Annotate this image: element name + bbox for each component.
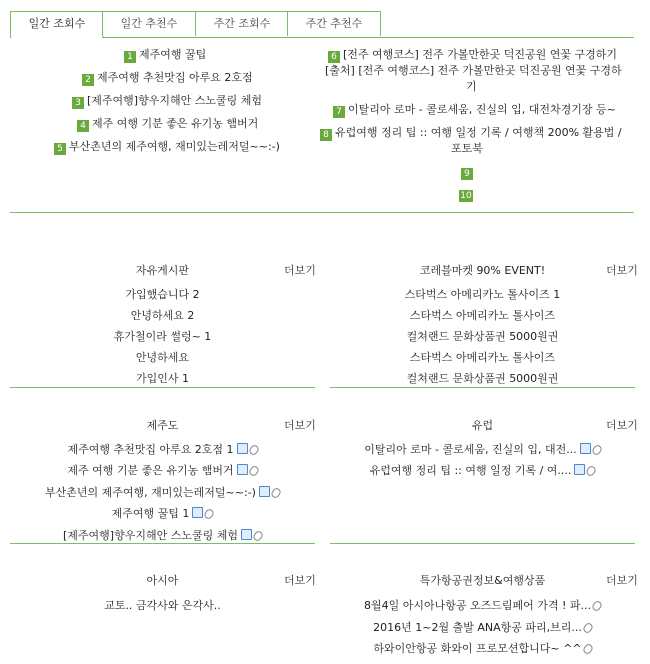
list-item-title: 2016년 1~2월 출발 ANA항공 파리,브리... <box>373 621 582 634</box>
list-item[interactable] <box>10 484 315 500</box>
list-item-title: 제주여행 추천맛집 아루요 2호점 1 <box>67 443 234 456</box>
list-item[interactable]: 컬쳐랜드 문화상품권 5000원권 <box>406 330 559 343</box>
rank-title: [제주여행]향우지해안 스노쿨링 체험 <box>87 94 262 107</box>
image-icon <box>237 443 248 454</box>
tab-underline <box>10 37 634 38</box>
attachment-icon <box>585 465 597 478</box>
list-item[interactable] <box>10 441 315 457</box>
attachment-icon <box>591 600 603 613</box>
rank-title: 제주여행 추천맛집 아루요 2호점 <box>97 71 253 84</box>
rank-number: 6 <box>328 51 340 63</box>
board-title-market[interactable]: 코레블마켓 90% EVENT! <box>419 264 546 277</box>
list-item[interactable] <box>330 462 635 478</box>
tab-weekly-recommend[interactable]: 주간 추천수 <box>287 11 381 36</box>
rank-title-continued: [출처] [전주 여행코스] 전주 가볼만한곳 덕진공원 연꽃 구경하 <box>325 64 622 77</box>
rank-item-8-wrap <box>451 141 483 156</box>
rank-item-10[interactable] <box>459 186 476 202</box>
more-link-jeju[interactable]: 더보기 <box>284 419 316 432</box>
rank-title-continued: 기 <box>466 80 477 93</box>
image-icon <box>241 529 252 540</box>
board-title-free[interactable]: 자유게시판 <box>135 264 190 277</box>
list-item[interactable]: 안녕하세요 <box>135 351 190 364</box>
rank-item-3[interactable] <box>72 93 262 109</box>
ranking-divider <box>10 212 634 213</box>
more-link-airfare[interactable]: 더보기 <box>606 574 638 587</box>
attachment-icon <box>591 444 603 457</box>
board-divider <box>330 387 635 388</box>
list-item[interactable]: 가입인사 1 <box>136 372 189 385</box>
list-item-title: 하와이안항공 화와이 프로모션합니다~ ^^ <box>373 642 582 655</box>
list-item-title: 이탈리아 로마 - 콜로세움, 진실의 입, 대전... <box>364 443 577 456</box>
board-title-airfare[interactable]: 특가항공권정보&여행상품 <box>419 574 546 587</box>
more-link-asia[interactable]: 더보기 <box>284 574 316 587</box>
list-item-title: 8월4일 아시아나항공 오즈드림페어 가격 ! 파... <box>363 599 592 612</box>
rank-title: 유럽여행 정리 팁 :: 여행 일정 기록 / 여행책 200% 활용법 / <box>335 126 622 139</box>
list-item-title: 제주 여행 기분 좋은 유기농 햄버거 <box>67 464 234 477</box>
rank-title: 이탈리아 로마 - 콜로세움, 진실의 입, 대전차경기장 등~ <box>348 103 616 116</box>
board-title-jeju[interactable]: 제주도 <box>146 419 179 432</box>
rank-number: 5 <box>54 143 66 155</box>
attachment-icon <box>247 465 259 478</box>
more-link-europe[interactable]: 더보기 <box>606 419 638 432</box>
list-item-title: 부산촌년의 제주여행, 재미있는레저덜~~:-) <box>45 486 256 499</box>
image-icon <box>237 464 248 475</box>
more-link-market[interactable]: 더보기 <box>606 264 638 277</box>
list-item[interactable] <box>10 505 315 521</box>
attachment-icon <box>252 530 264 543</box>
list-item[interactable]: 가입했습니다 2 <box>125 288 200 301</box>
rank-item-4[interactable] <box>77 116 258 132</box>
image-icon <box>259 486 270 497</box>
list-item[interactable] <box>330 597 635 613</box>
tab-weekly-views[interactable]: 주간 조회수 <box>195 11 289 36</box>
rank-number: 8 <box>320 129 332 141</box>
list-item[interactable] <box>330 441 635 457</box>
tab-daily-views[interactable]: 일간 조회수 <box>10 11 104 37</box>
list-item[interactable] <box>330 619 635 635</box>
rank-number: 1 <box>124 51 136 63</box>
rank-item-8[interactable] <box>320 125 622 141</box>
rank-number: 3 <box>72 97 84 109</box>
rank-item-7[interactable] <box>333 102 616 118</box>
attachment-icon <box>270 487 282 500</box>
attachment-icon <box>247 444 259 457</box>
list-item[interactable]: 컬쳐랜드 문화상품권 5000원권 <box>406 372 559 385</box>
rank-title: 부산촌년의 제주여행, 재미있는레저덜~~:-) <box>69 140 280 153</box>
attachment-icon <box>581 643 593 656</box>
rank-item-9[interactable] <box>461 164 476 180</box>
rank-item-6-wrap <box>466 79 477 94</box>
rank-item-1[interactable] <box>124 47 206 63</box>
list-item[interactable] <box>10 527 315 543</box>
board-title-asia[interactable]: 아시아 <box>146 574 179 587</box>
image-icon <box>580 443 591 454</box>
list-item[interactable]: 스타벅스 아메리카노 톨사이즈 1 <box>404 288 561 301</box>
list-item[interactable]: 휴가철이라 썰렁~ 1 <box>113 330 212 343</box>
rank-number: 2 <box>82 74 94 86</box>
rank-item-6[interactable] <box>328 47 617 63</box>
rank-title-continued: 포토북 <box>451 142 483 155</box>
image-icon <box>192 507 203 518</box>
list-item-title: 제주여행 꿀팁 1 <box>111 507 190 520</box>
board-divider <box>10 387 315 388</box>
rank-item-2[interactable] <box>82 70 253 86</box>
list-item-title: 유럽여행 정리 팁 :: 여행 일정 기록 / 여.... <box>369 464 572 477</box>
attachment-icon <box>582 622 594 635</box>
board-divider <box>330 543 635 544</box>
rank-item-5[interactable] <box>54 139 280 155</box>
image-icon <box>574 464 585 475</box>
list-item[interactable]: 안녕하세요 2 <box>130 309 195 322</box>
list-item[interactable] <box>10 462 315 478</box>
rank-number: 7 <box>333 106 345 118</box>
more-link-free[interactable]: 더보기 <box>284 264 316 277</box>
list-item-title: [제주여행]향우지해안 스노쿨링 체험 <box>63 529 238 542</box>
attachment-icon <box>203 508 215 521</box>
tab-daily-recommend[interactable]: 일간 추천수 <box>102 11 196 36</box>
rank-number: 4 <box>77 120 89 132</box>
rank-title: [전주 여행코스] 전주 가볼만한곳 덕진공원 연꽃 구경하기 <box>343 48 617 61</box>
list-item[interactable]: 교토.. 금각사와 은각사.. <box>104 599 221 612</box>
list-item[interactable]: 스타벅스 아메리카노 톨사이즈 <box>409 351 556 364</box>
list-item[interactable]: 스타벅스 아메리카노 톨사이즈 <box>409 309 556 322</box>
rank-number: 9 <box>461 168 473 180</box>
rank-item-6-source <box>325 63 622 78</box>
rank-number: 10 <box>460 191 472 201</box>
list-item[interactable] <box>330 640 635 656</box>
board-title-europe[interactable]: 유럽 <box>471 419 494 432</box>
rank-title: 제주 여행 기분 좋은 유기농 햄버거 <box>92 117 259 130</box>
rank-title: 제주여행 꿀팁 <box>139 48 207 61</box>
board-divider <box>10 543 315 544</box>
